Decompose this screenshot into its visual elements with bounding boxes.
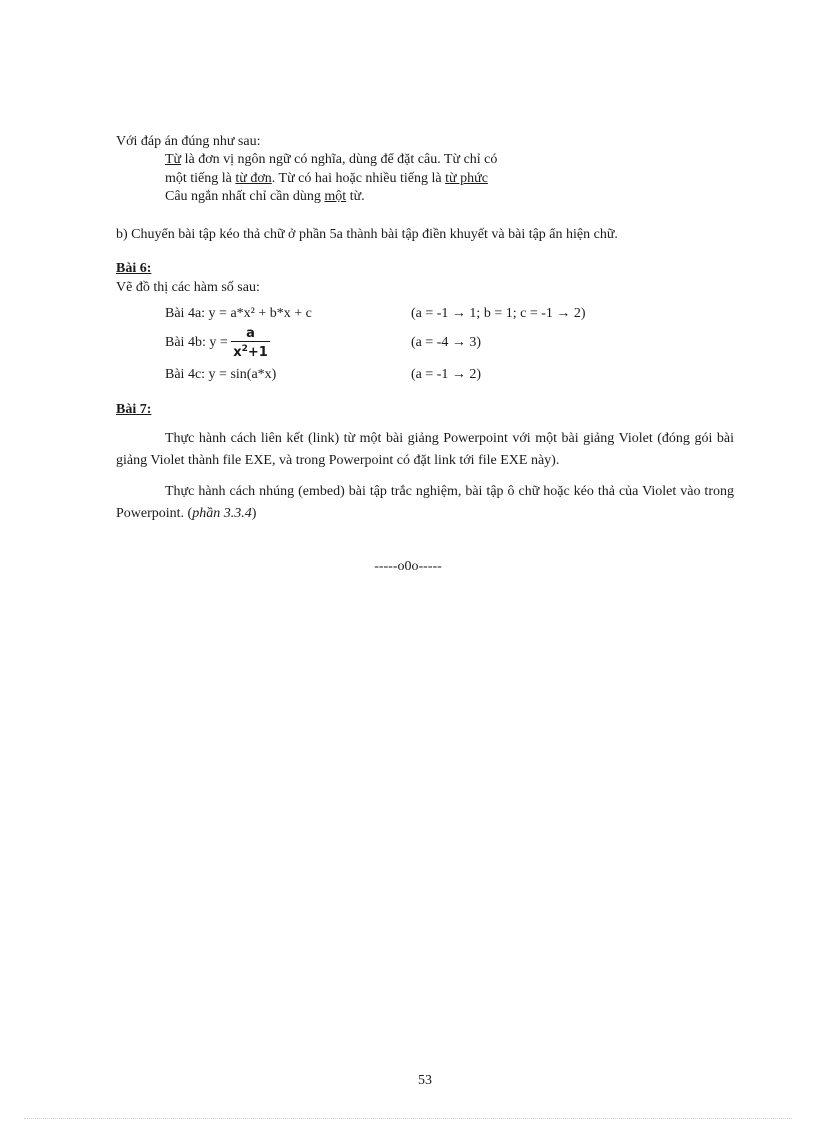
answer-line-2-text-b: . Từ có hai hoặc nhiều tiếng là <box>271 171 446 186</box>
function-4b-params: (a = -4 → 3) <box>411 335 482 350</box>
page-number: 53 <box>418 1073 432 1088</box>
underlined-word: từ đơn <box>235 171 272 186</box>
answer-line-1 <box>165 152 497 168</box>
underlined-word: từ phức <box>445 171 488 186</box>
answer-line-3 <box>165 189 365 205</box>
bai-7-heading-text: Bài 7: <box>116 402 152 417</box>
bai-7-paragraph-2-text: Thực hành cách nhúng (embed) bài tập trắc nghiệm, bài tập ô chữ hoặc kéo thả của Violet vào trong Powerpoint. ( <box>116 484 734 521</box>
function-4c-label: Bài 4c: y = sin(a*x) <box>165 367 277 382</box>
section-reference: phần 3.3.4 <box>192 506 252 521</box>
fraction <box>231 326 270 360</box>
fraction-numerator: a <box>231 326 270 342</box>
function-4c-params: (a = -1 → 2) <box>411 367 482 382</box>
denominator-exponent: 2 <box>241 344 248 354</box>
item-b: b) Chuyển bài tập kéo thả chữ ở phần 5a thành bài tập điền khuyết và bài tập ẩn hiện chữ. <box>116 227 618 242</box>
answer-line-3-text-a: Câu ngắn nhất chỉ cần dùng <box>165 189 325 204</box>
function-4b-prefix: Bài 4b: y = <box>165 335 232 350</box>
section-heading-bai-6 <box>116 261 151 277</box>
answer-line-3-text-b: từ. <box>346 189 365 204</box>
function-4b-label <box>165 326 270 360</box>
underlined-word: một <box>324 189 347 204</box>
function-4a-params: (a = -1 → 1; b = 1; c = -1 → 2) <box>411 306 586 321</box>
bai-6-intro: Vẽ đồ thị các hàm số sau: <box>116 280 260 295</box>
answer-line-2 <box>165 171 488 187</box>
bai-7-paragraph-1: Thực hành cách liên kết (link) từ một bài giảng Powerpoint với một bài giảng Violet (đóng gói bài giảng Violet thành file EXE, và trong Powerpoint có đặt link tới file EXE này). <box>116 431 734 468</box>
denominator-base: x <box>233 345 242 360</box>
answer-intro: Với đáp án đúng như sau: <box>116 134 261 149</box>
answer-line-1-text: là đơn vị ngôn ngữ có nghĩa, dùng để đặt câu. Từ chỉ có <box>181 152 498 167</box>
bai-6-heading-text: Bài 6: <box>116 261 152 276</box>
answer-line-2-text-a: một tiếng là <box>165 171 236 186</box>
denominator-rest: +1 <box>247 345 268 360</box>
page-bottom-rule <box>24 1118 792 1119</box>
underlined-word: Từ <box>165 152 182 167</box>
fraction-denominator <box>231 342 270 360</box>
section-separator: -----o0o----- <box>374 559 442 574</box>
bai-7-paragraph-2 <box>116 481 734 525</box>
section-heading-bai-7 <box>116 402 151 418</box>
function-4a-label: Bài 4a: y = a*x² + b*x + c <box>165 306 312 321</box>
bai-7-paragraph-2-end: ) <box>251 506 257 521</box>
